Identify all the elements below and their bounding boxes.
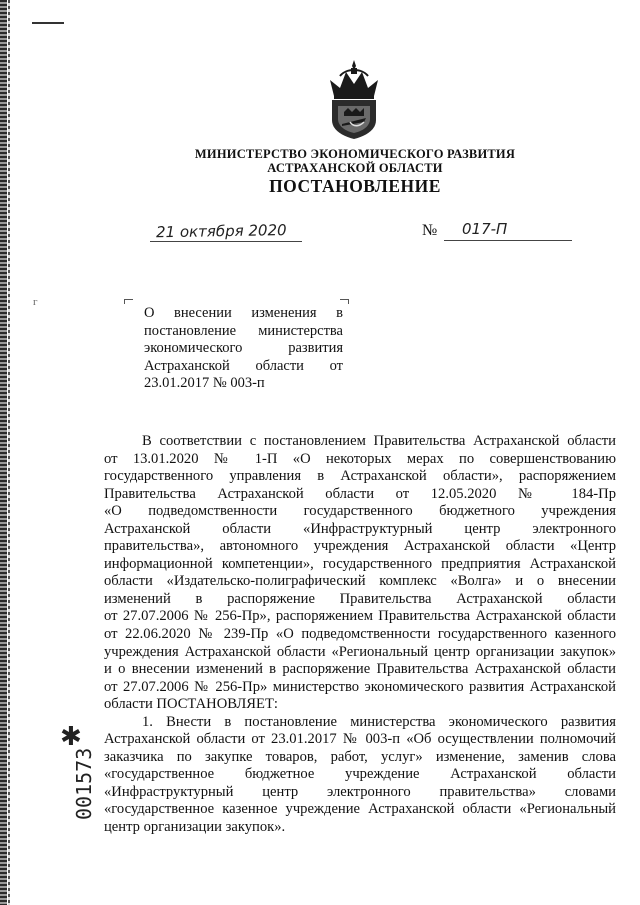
body-line: Астраханской области «Инфраструктурный центр электронного [104,520,616,537]
scan-edge-inner [8,0,10,905]
ministry-line-1: МИНИСТЕРСТВО ЭКОНОМИЧЕСКОГО РАЗВИТИЯ [194,147,516,161]
body-line: от 27.07.2006 № 256-Пр» министерство экономического развития Астраханской [104,678,616,695]
subject-line: О внесении изменения в [144,305,343,321]
left-margin-mark: г [33,296,38,308]
body-line: центр организации закупок». [104,819,286,836]
coat-of-arms-icon [320,58,388,140]
body-line: В соответствии с постановлением Правительства Астраханской области [142,433,616,449]
body-line: от 22.06.2020 № 239-Пр «О подведомственности государственного казенного [104,626,616,643]
document-subject [144,305,343,393]
document-body [104,433,616,837]
date-handwritten: 21 октября 2020 [155,221,287,242]
ministry-name [150,147,560,175]
body-line: государственного управления в Астраханской области», распоряжением [104,468,616,485]
registration-star-icon: ✱ [60,722,82,752]
date-underline [150,241,302,242]
body-line: изменений в распоряжение Правительства Астраханской области [104,590,616,607]
body-line: области «Издательско-полиграфический комплекс «Волга» и о внесении [104,573,616,590]
subject-bracket-left [124,299,133,304]
document-type: ПОСТАНОВЛЕНИЕ [269,176,441,196]
body-line: «Инфраструктурный центр электронного правительства» словами [104,783,616,800]
body-line: заказчика по закупке товаров, работ, услуг» изменение, заменив слова [104,748,616,765]
scan-edge [0,0,7,905]
body-line: от 27.07.2006 № 256-Пр», распоряжением Правительства Астраханской области [104,608,616,625]
subject-line: экономического развития [144,340,343,357]
body-line: Правительства Астраханской области от 12.05.2020 № 184-Пр [104,485,616,502]
body-line: и о внесении изменений в распоряжение Правительства Астраханской области [104,661,616,678]
body-line: «государственное бюджетное учреждение Астраханской области [104,766,616,783]
body-line: учреждения Астраханской области «Региональный центр организации закупок» [104,643,616,660]
ministry-line-2: АСТРАХАНСКОЙ ОБЛАСТИ [267,161,443,175]
body-line: «О подведомственности государственного бюджетного учреждения [104,503,616,520]
body-line: 1. Внести в постановление министерства экономического развития [142,713,616,730]
number-underline [444,240,572,241]
number-sign: № [422,222,438,239]
subject-line: постановление министерства [144,322,343,339]
registration-number: 001573 [72,747,96,820]
body-line: правительства», автономного учреждения Астраханской области «Центр [104,538,616,555]
subject-line: Астраханской области от [144,357,343,374]
subject-line: 23.01.2017 № 003-п [144,375,265,392]
subject-bracket-right [340,299,349,304]
body-line: «государственное казенное учреждение Астраханской области «Региональный [104,801,616,818]
top-mark [32,22,64,24]
body-line: Астраханской области от 23.01.2017 № 003-п «Об осуществлении полномочий [104,731,616,748]
number-handwritten: 017-П [462,220,508,238]
body-line: области ПОСТАНОВЛЯЕТ: [104,696,278,713]
body-line: от 13.01.2020 № 1-П «О некоторых мерах по совершенствованию [104,450,616,467]
body-line: информационной компетенции», государственного предприятия Астраханской [104,555,616,572]
